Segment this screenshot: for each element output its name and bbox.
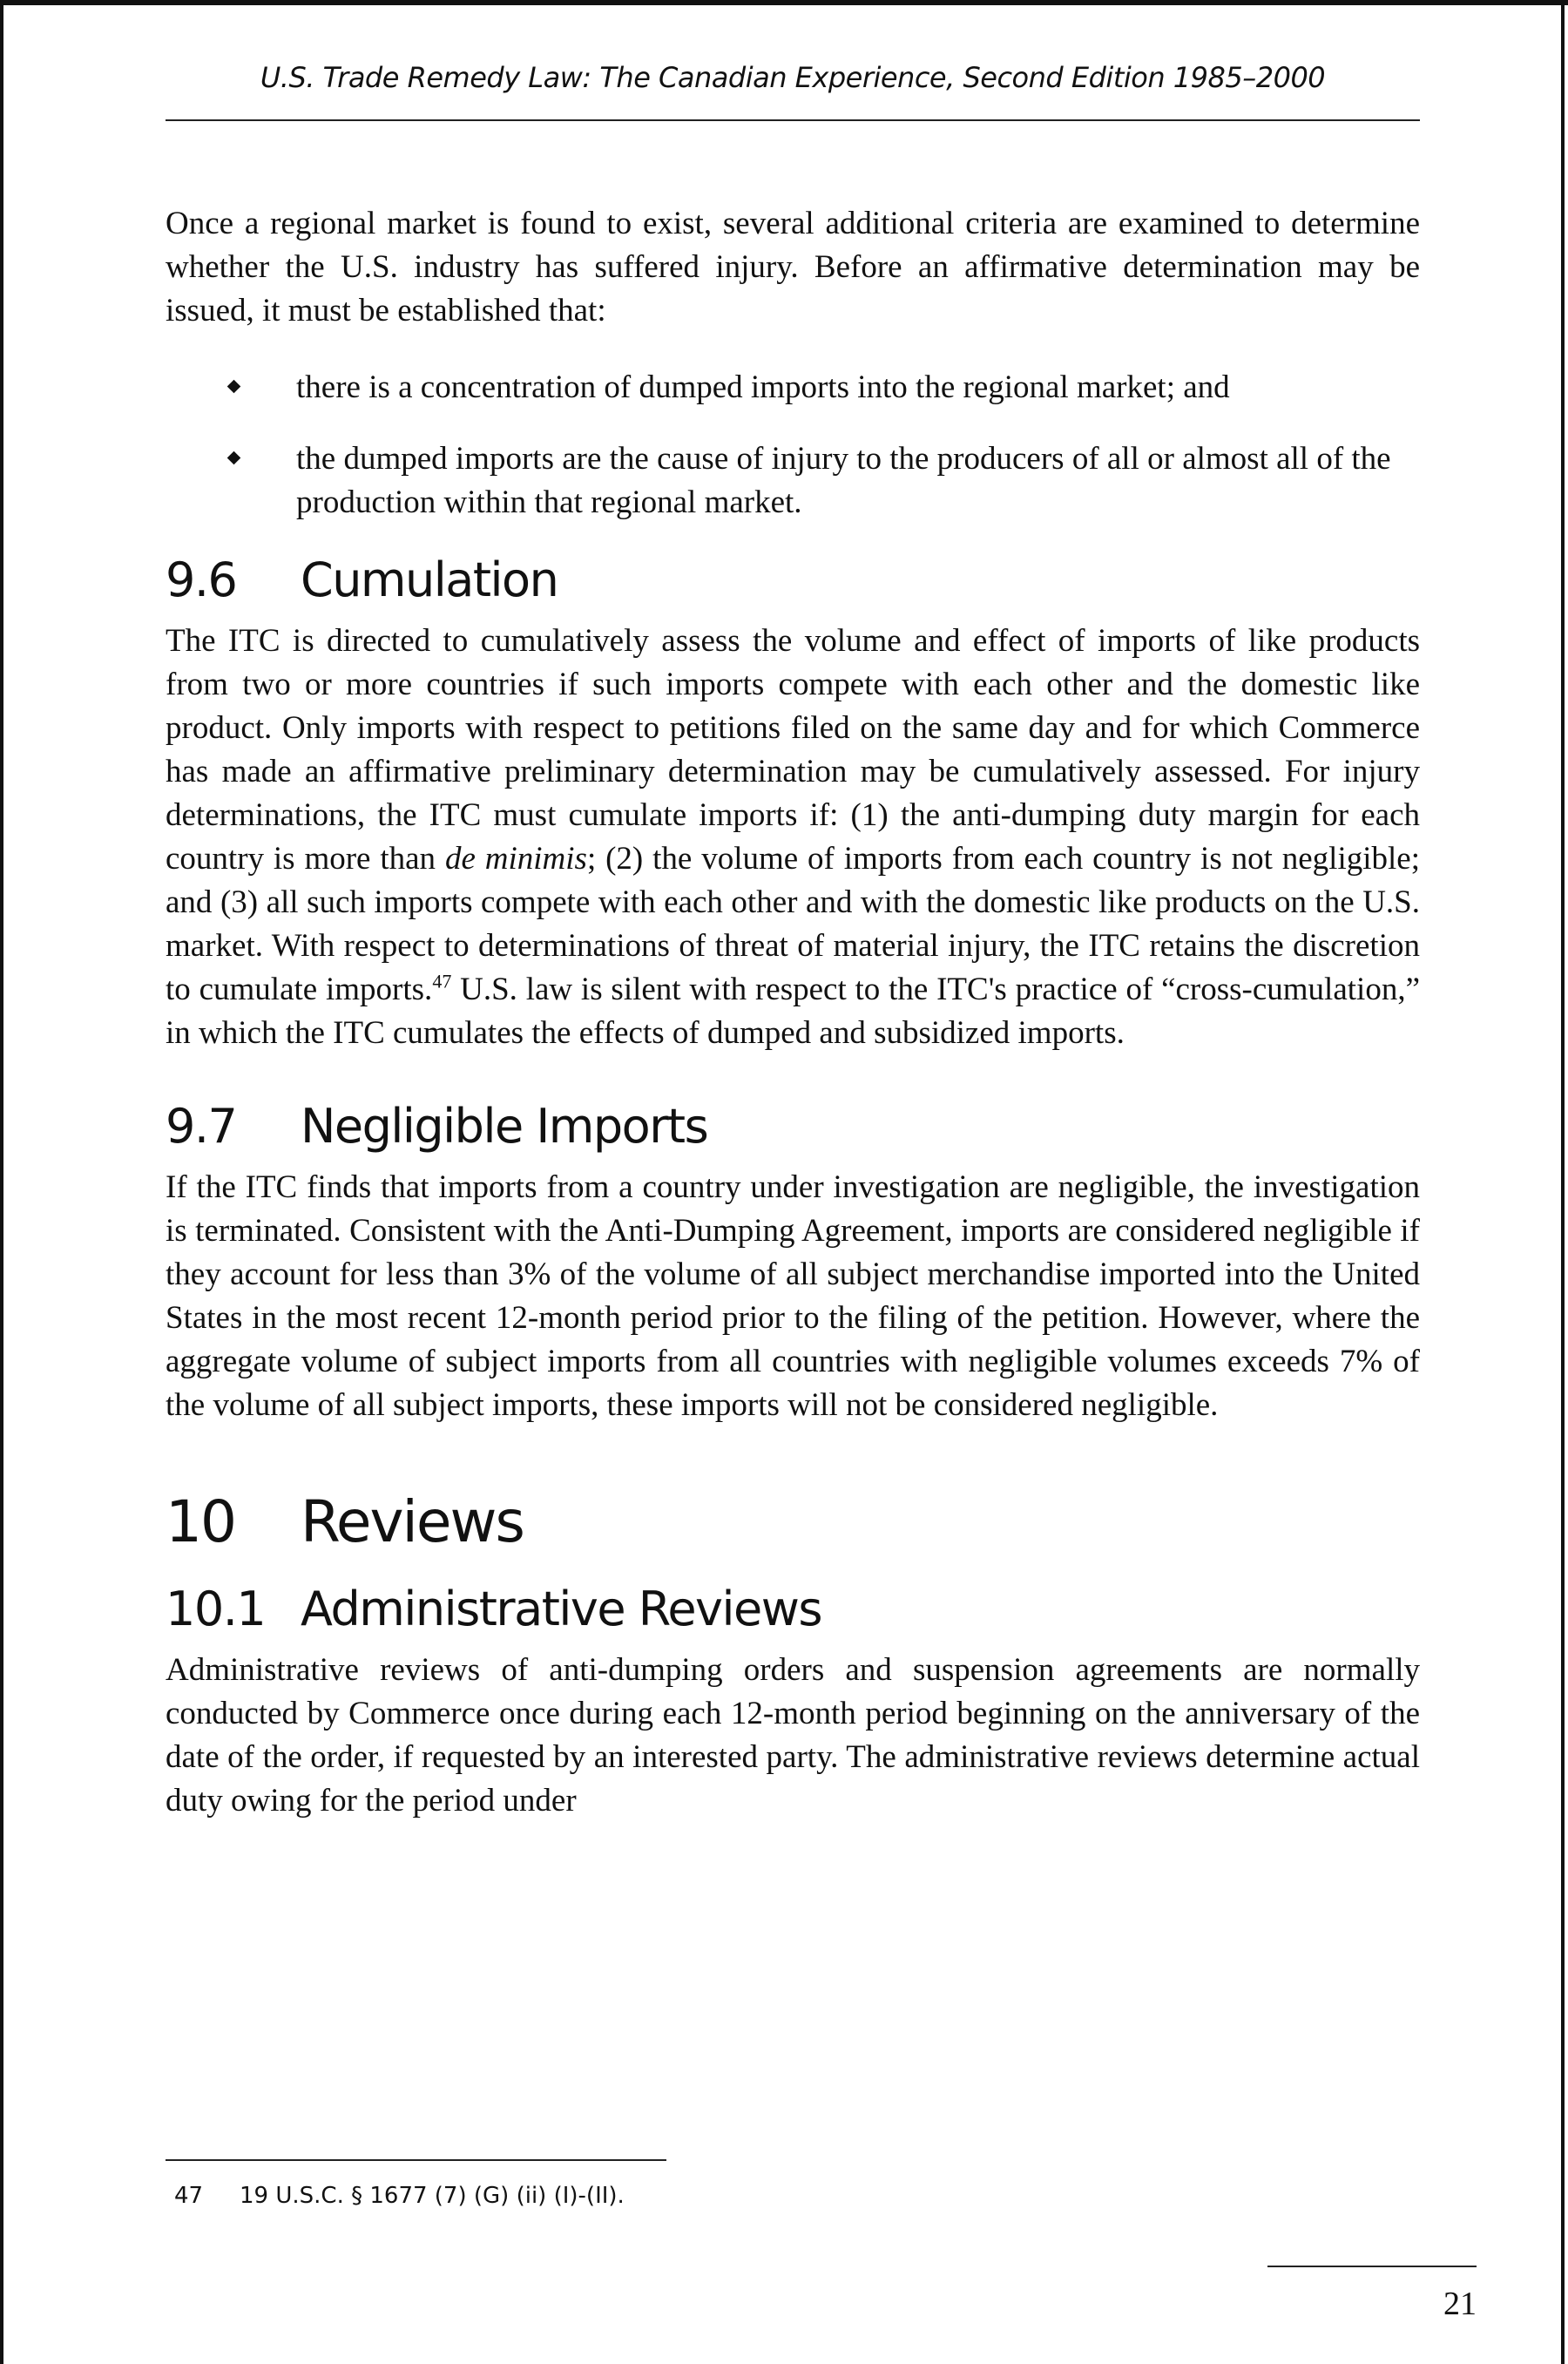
page-border-left [0, 0, 3, 2364]
chapter-heading-reviews [166, 1488, 1420, 1555]
list-item [166, 437, 1420, 525]
negligible-imports-paragraph: If the ITC finds that imports from a country under investigation are negligible, the investigation is terminated. Consistent with the Anti-Dumping Agreement, imports are considered negligible if they account for less than 3% of the volume of all subject merchandise imported into the United States in the most recent 12-month period prior to the filing of the petition. However, where the aggregate volume of subject imports from all countries with negligible volumes exceeds 7% of the volume of all subject imports, these imports will not be considered negligible. [166, 1169, 1420, 1423]
section-number: 9.6 [166, 552, 237, 607]
section-number: 9.7 [166, 1099, 237, 1154]
list-item [166, 366, 1420, 410]
page-border-right [1561, 0, 1565, 2364]
criteria-list [166, 366, 1420, 525]
cumulation-paragraph [166, 620, 1420, 1055]
section-title: Cumulation [301, 552, 558, 607]
page-content [166, 202, 1420, 1823]
administrative-reviews-paragraph: Administrative reviews of anti-dumping orders and suspension agreements are normally conducted by Commerce once during each 12-month period beginning on the anniversary of the date of the order, if requested by an interested party. The administrative reviews determine actual duty owing for the period under [166, 1652, 1420, 1819]
header-rule [166, 119, 1420, 121]
footnote-text: 19 U.S.C. § 1677 (7) (G) (ii) (I)-(II). [240, 2183, 625, 2209]
cumulation-text-3: U.S. law is silent with respect to the ITC's practice of “cross-cumulation,” in which the ITC cumulates the effects of dumped and subsidized imports. [166, 972, 1420, 1051]
page-number-rule [1267, 2266, 1477, 2267]
cumulation-text-2: ; (2) the volume of imports from each country is not negligible; and (3) all such imports compete with each other and with the domestic like products on the U.S. market. With respect to determinations of threat of material injury, the ITC retains the discretion to cumulate imports. [166, 841, 1420, 1007]
footnote-reference[interactable]: 47 [432, 970, 452, 992]
intro-paragraph: Once a regional market is found to exist, several additional criteria are examined to determine whether the U.S. industry has suffered injury. Before an affirmative determination may be issued, it must be established that: [166, 206, 1420, 329]
footnote [174, 2183, 625, 2209]
section-title: Negligible Imports [301, 1099, 708, 1154]
running-head: U.S. Trade Remedy Law: The Canadian Experience, Second Edition 1985–2000 [260, 61, 1326, 94]
diamond-bullet-icon [227, 451, 241, 465]
footnote-rule [166, 2159, 666, 2161]
list-item-text: there is a concentration of dumped imports into the regional market; and [296, 369, 1230, 405]
section-number: 10.1 [166, 1582, 266, 1636]
section-title: Administrative Reviews [301, 1582, 822, 1636]
list-item-text: the dumped imports are the cause of injury to the producers of all or almost all of the production within that regional market. [296, 441, 1391, 520]
chapter-number: 10 [166, 1488, 235, 1555]
page-border-top [0, 0, 1568, 5]
section-heading-cumulation [166, 552, 1420, 607]
page-number: 21 [1443, 2286, 1477, 2322]
cumulation-text-1: The ITC is directed to cumulatively assess the volume and effect of imports of like products from two or more countries if such imports compete with each other and the domestic like product. Only imports with respect to petitions filed on the same day and for which Commerce has made an affirmative preliminary determination may be cumulatively assessed. For injury determinations, the ITC must cumulate imports if: (1) the anti-dumping duty margin for each country is more than [166, 623, 1420, 877]
diamond-bullet-icon [227, 380, 241, 394]
section-heading-administrative-reviews [166, 1582, 1420, 1636]
cumulation-italic-term: de minimis [444, 841, 587, 877]
footnote-number: 47 [174, 2183, 204, 2209]
section-heading-negligible-imports [166, 1099, 1420, 1154]
chapter-title: Reviews [301, 1488, 524, 1555]
